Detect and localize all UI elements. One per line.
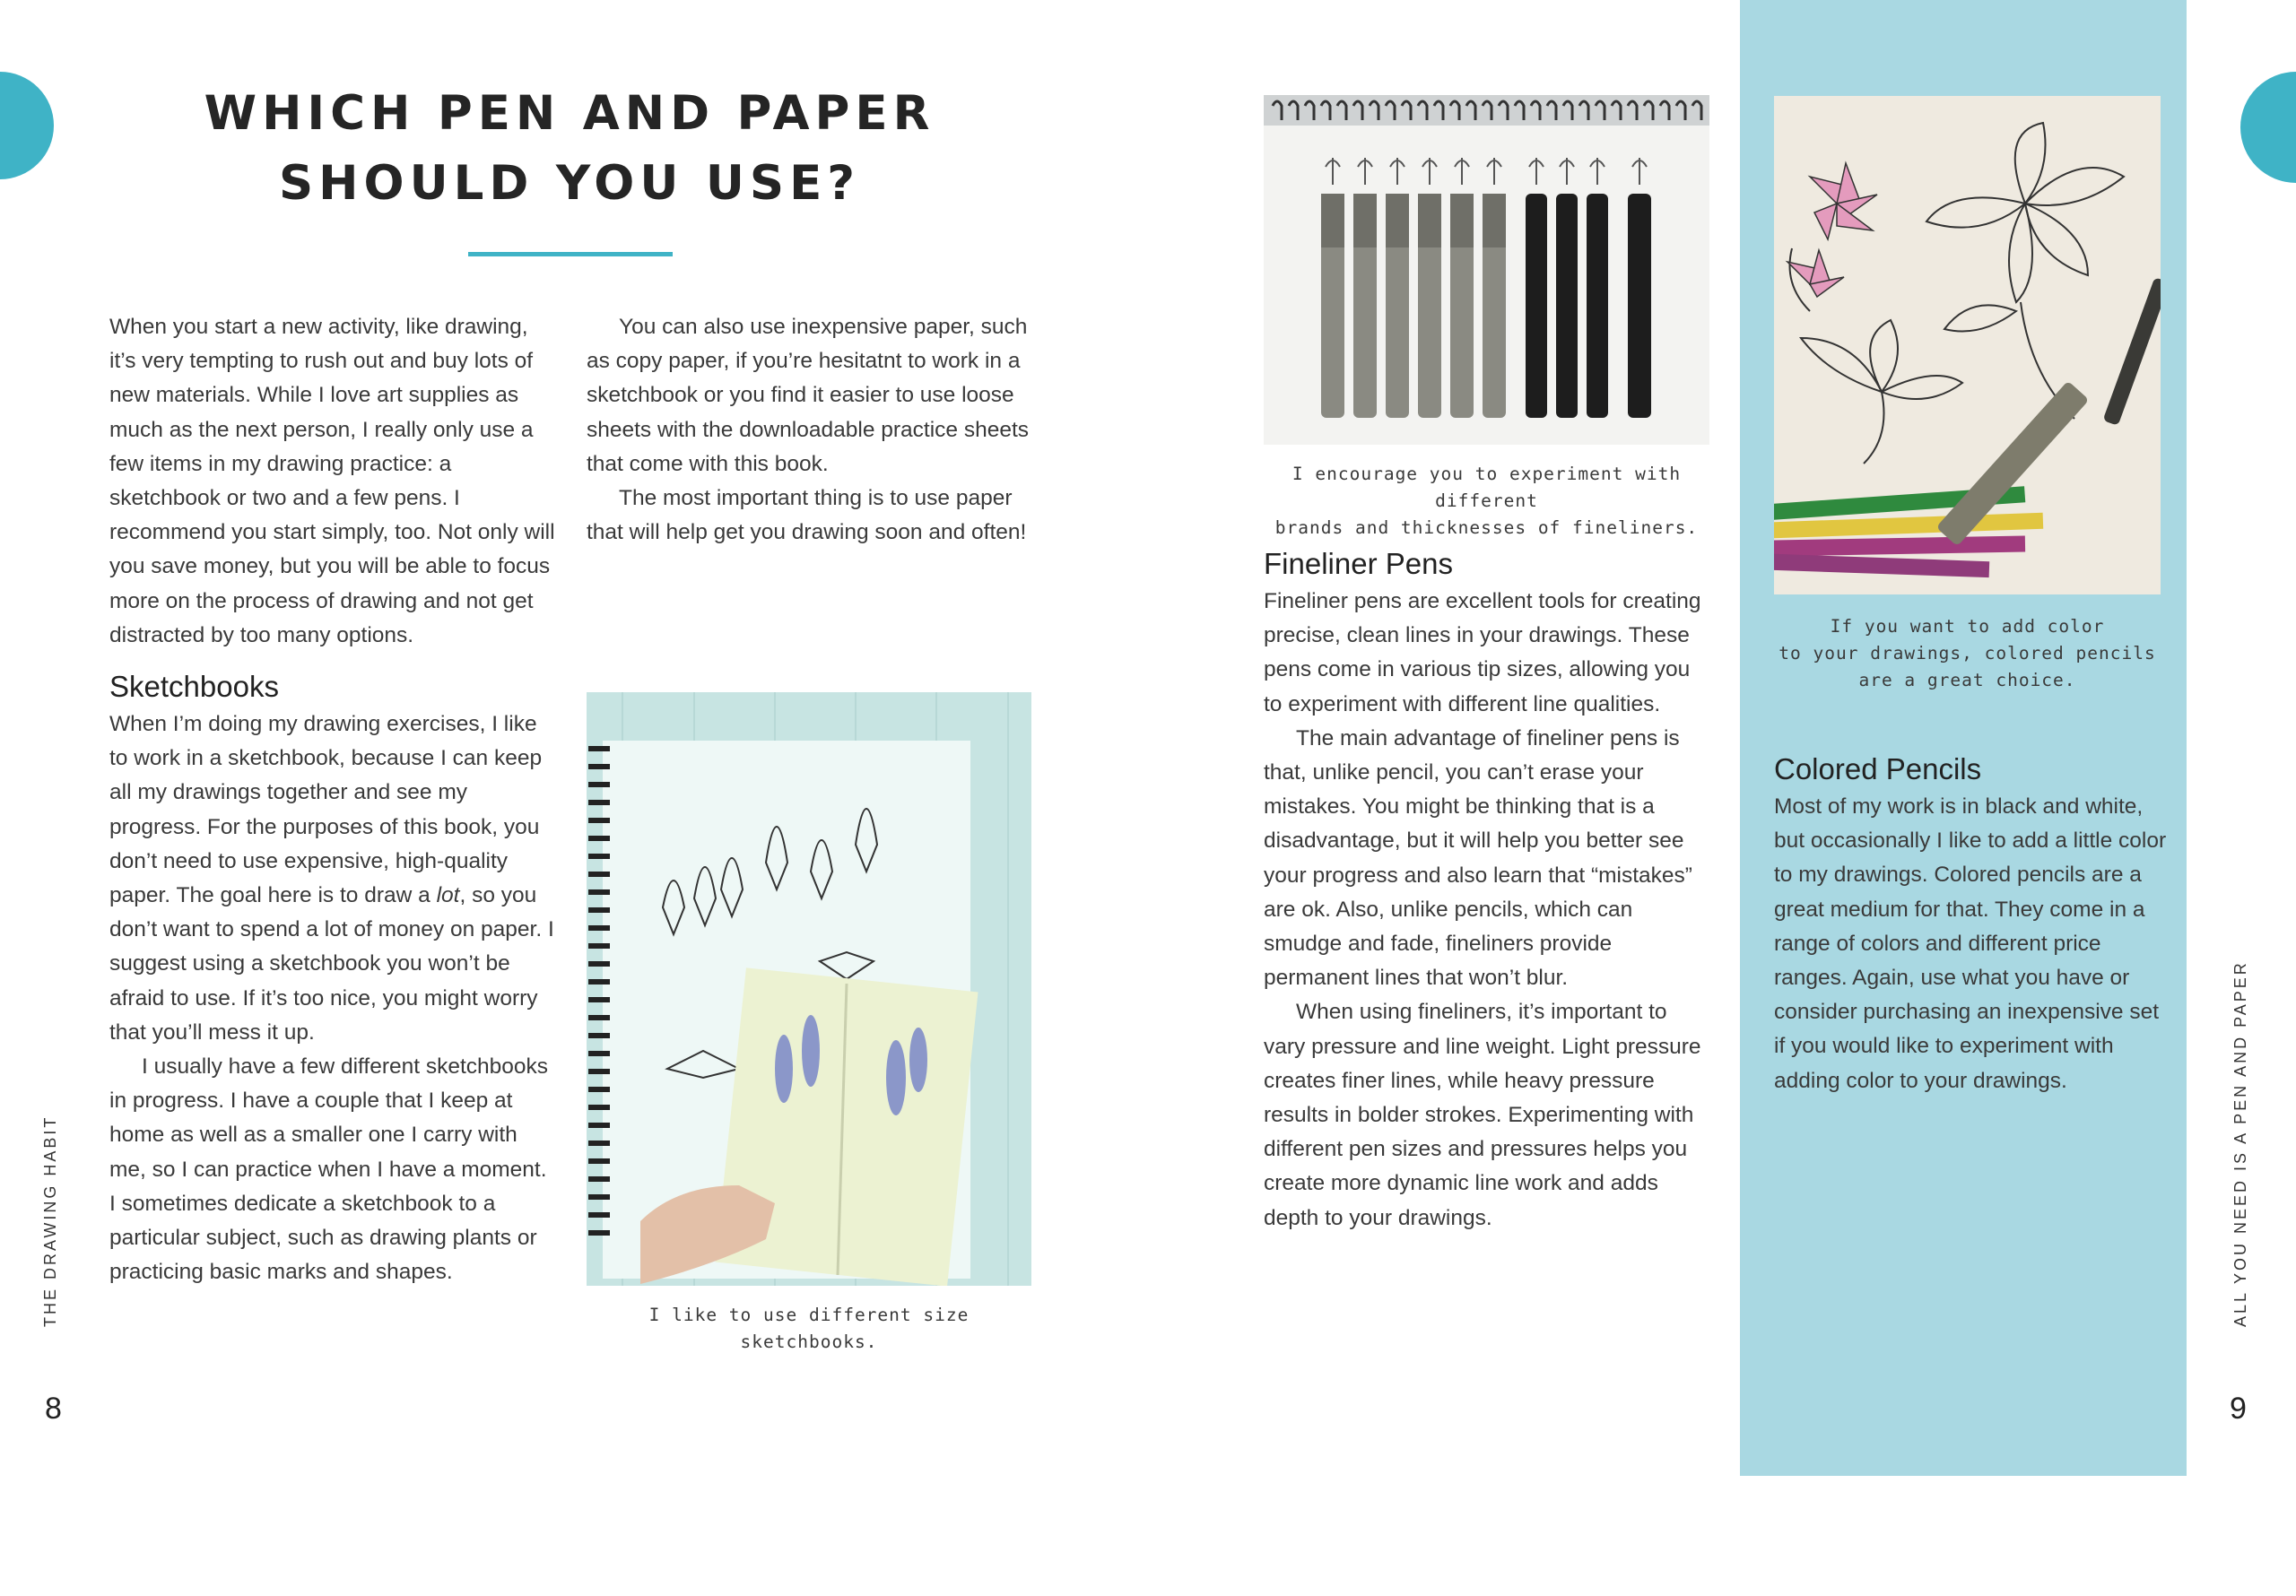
colored-pencils-heading: Colored Pencils <box>1774 752 1982 785</box>
colored-pencils-caption: If you want to add color to your drawings, colored pencils are a great choice. <box>1779 616 2156 690</box>
sketchbooks-heading: Sketchbooks <box>109 670 279 704</box>
fineliner-paragraph-2: The main advantage of fineliner pens is that, unlike pencil, you can’t erase your mistakes. You might be thinking that is a disadvantage, but it will help you better see your progress and also learn that “mistakes” are ok. Also, unlike pencils, which can smudge and fade, fineliners provide permanent lines that won’t blur. <box>1264 725 1692 991</box>
title-underline <box>468 252 673 256</box>
sketchbooks-photo <box>587 692 1031 1286</box>
title-line-1: WHICH PEN AND PAPER <box>204 86 935 141</box>
column-2 <box>587 310 1035 550</box>
sketchbooks-caption: I like to use different size sketchbooks. <box>648 1305 970 1352</box>
intro-paragraph: When you start a new activity, like drawing, it’s very tempting to rush out and buy lots of new materials. While I love art supplies as much as the next person, I really only use a few items in my drawing practice: a sketchbook or two and a few pens. I recommend you start simply, too. Not only will you save money, but you will be able to focus more on the process of drawing and not get distracted by too many options. <box>109 315 555 647</box>
column-3 <box>1264 543 1712 1236</box>
paper-paragraph-1: You can also use inexpensive paper, such as copy paper, if you’re hesitatnt to work in a sketchbook or you find it easier to use loose sheets with the downloadable practice sheets that come with this book. <box>587 315 1030 476</box>
page-number-left: 8 <box>45 1392 62 1426</box>
left-page-tab <box>0 72 54 179</box>
fineliners-photo <box>1264 95 1709 445</box>
running-head-left: THE DRAWING HABIT <box>41 1115 59 1327</box>
title-line-2: SHOULD YOU USE? <box>278 156 861 211</box>
page-number-right: 9 <box>2230 1392 2247 1426</box>
fineliners-caption: I encourage you to experiment with different brands and thicknesses of fineliners. <box>1274 464 1699 538</box>
column-4 <box>1774 749 2169 1098</box>
column-1 <box>109 310 558 1289</box>
book-spread: WHICH PEN AND PAPER SHOULD YOU USE? When you start a new activity, like drawing, it’s very tempting to rush out and buy lots of new materials. While I love art supplies as much as the next person, I really only use a few items in my drawing practice: a sketchbook or two and a few pens. I recommend you start simply, too. Not only will you save money, but you will be able to focus more on the process of drawing and not get distracted by too many options. Sketchbooks When I’m doing my drawing exercises, I like to work in a sketchbook, because I can keep all my drawings together and see my progress. For the purposes of this book, you don’t need to use expensive, high-quality paper. The goal here is to draw a lot, so you don’t want to spend a lot of money on paper. I suggest using a sketchbook you won’t be afraid to use. If it’s too nice, you might worry that you’ll mess it up. I usually have a few different sketchbooks in progress. I have a couple that I keep at home as well as a smaller one I carry with me, so I can practice when I have a moment. I sometimes dedicate a sketchbook to a particular subject, such as drawing plants or practicing basic marks and shapes. You can also use inexpensive paper, such as copy paper, if you’re hesitatnt to work in a sketchbook or you find it easier to use loose sheets with the downloadable practice sheets that come with this book. The most important thing is to use paper that will help get you drawing soon and often! I like to use different size sketchbooks. I encourage you to experiment with different brands and thicknesses of fineliners. Fineliner Pens Fineliner pens are excellent tools for creating precise, clean lines in your drawings. These pens come in various tip sizes, allowing you to experiment with different line qualities. The main advantage of fineliner pens is that, unlike pencil, you can’t erase your mistakes. You might be thinking that is a disadvantage, but it will help you better see your progress and also learn that “mistakes” are ok. Also, unlike pencils, which can smudge and fade, fineliners provide permanent lines that won’t blur. When using fineliners, it’s important to vary pressure and line weight. Light pressure creates finer lines, while heavy pressure results in bolder strokes. Experimenting with different pen sizes and pressures helps you create more dynamic line work and adds depth to your drawings. If you want to add color to your drawings, colored pencils are a great choice. Colored Pencils Most of my work is in black and white, but occasionally I like to add a little color to my drawings. Colored pencils are a great medium for that. They come in a range of colors and different price ranges. Again, use what you have or consider purchasing an inexpensive set if you would like to experiment with adding color to your drawings. THE DRAWING HABIT ALL YOU NEED IS A PEN AND PAPER 8 9 <box>0 0 2296 1476</box>
colored-pencils-paragraph: Most of my work is in black and white, but occasionally I like to add a little color to my drawings. Colored pencils are a great medium for that. They come in a range of colors and different price ranges. Again, use what you have or consider purchasing an inexpensive set if you would like to experiment with adding color to your drawings. <box>1774 794 2167 1093</box>
paper-paragraph-2: The most important thing is to use paper that will help get you drawing soon and often! <box>587 486 1027 545</box>
colored-pencils-photo <box>1774 96 2161 594</box>
fineliner-paragraph-3: When using fineliners, it’s important to vary pressure and line weight. Light pressure creates finer lines, while heavy pressure results in bolder strokes. Experimenting with different pen sizes and pressures helps you create more dynamic line work and adds depth to your drawings. <box>1264 1000 1701 1230</box>
page-title <box>135 79 1004 219</box>
emphasis-lot: lot <box>436 883 460 908</box>
sketchbooks-paragraph-2: I usually have a few different sketchbooks in progress. I have a couple that I keep at home as well as a smaller one I carry with me, so I can practice when I have a moment. I sometimes dedicate a sketchbook to a particular subject, such as drawing plants or practicing basic marks and shapes. <box>109 1054 549 1285</box>
fineliner-paragraph-1: Fineliner pens are excellent tools for creating precise, clean lines in your drawings. These pens come in various tip sizes, allowing you to experiment with different line qualities. <box>1264 589 1701 716</box>
sketchbooks-paragraph-1: When I’m doing my drawing exercises, I like to work in a sketchbook, because I can keep all my drawings together and see my progress. For the purposes of this book, you don’t need to use expensive, high-quality paper. The goal here is to draw a lot, so you don’t want to spend a lot of money on paper. I suggest using a sketchbook you won’t be afraid to use. If it’s too nice, you might worry that you’ll mess it up. <box>109 712 554 1045</box>
right-page-tab <box>2240 72 2296 183</box>
fineliner-pens-heading: Fineliner Pens <box>1264 547 1453 580</box>
